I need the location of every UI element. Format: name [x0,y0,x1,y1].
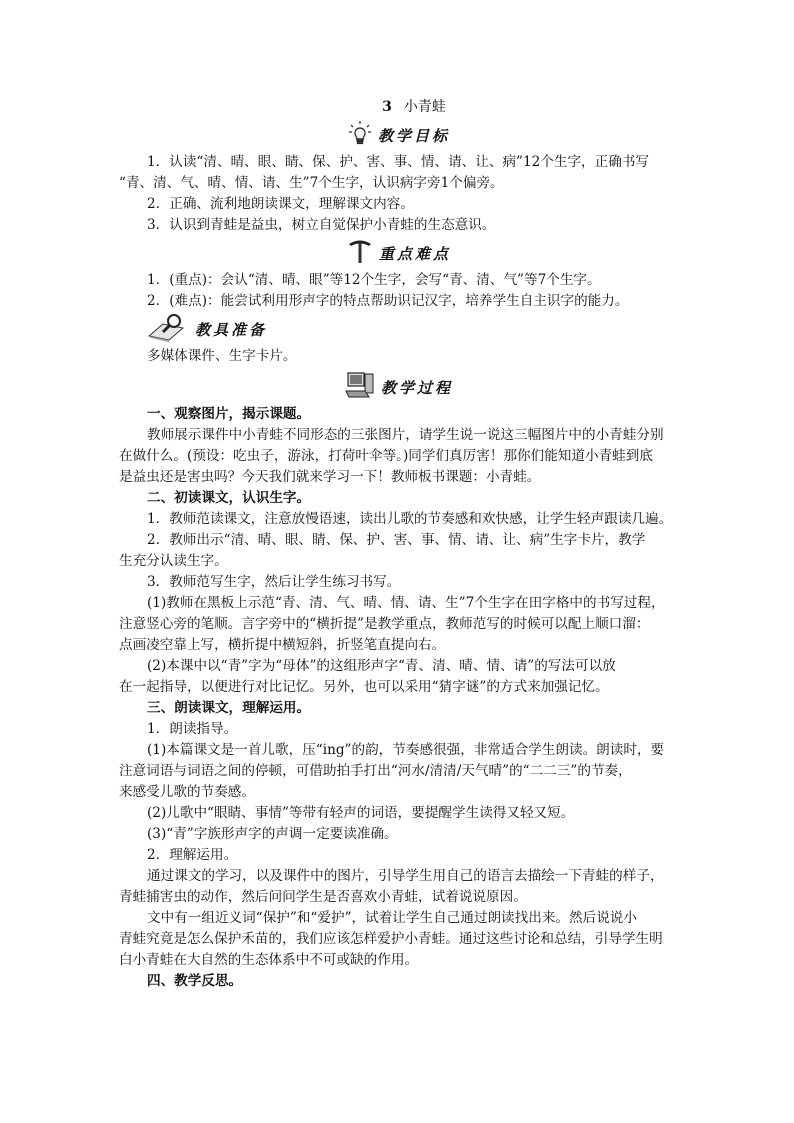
process-line: 注意竖心旁的笔顺。言字旁中的“横折提”是教学重点，教师范写的时候可以配上顺口溜： [119,616,650,632]
process-heading: 二、初读课文，认识生字。 [147,490,311,506]
computer-icon [345,371,375,403]
section-header-materials [119,312,679,346]
section-title-process: 教学过程 [380,378,453,397]
lightbulb-icon [348,120,372,150]
process-heading: 一、观察图片，揭示课题。 [147,406,311,422]
process-line: (1)本篇课文是一首儿歌，压“ing”的韵，节奏感很强，非常适合学生朗读。朗读时，要 [147,742,665,758]
magnifier-book-icon [147,312,189,346]
objective-line: 3．认识到青蛙是益虫，树立自觉保护小青蛙的生态意识。 [147,217,496,233]
process-line: 生充分认读生字。 [119,553,228,569]
process-line: 文中有一组近义词“保护”和“爱护”，试着让学生自己通过朗读找出来。然后说说小 [147,910,637,926]
materials-line: 多媒体课件、生字卡片。 [147,348,297,364]
objective-line: 2．正确、流利地朗读课文，理解课文内容。 [147,196,414,212]
process-line: 教师展示课件中小青蛙不同形态的三张图片，请学生说一说这三幅图片中的小青蛙分别 [147,427,664,443]
process-line: 1．朗读指导。 [147,721,238,737]
process-line: (2)本课中以“青”字为“母体”的这组形声字“青、清、晴、情、请”的写法可以放 [147,658,616,674]
lesson-name: 小青蛙 [403,99,446,115]
lesson-content [119,96,679,992]
process-line: 1．教师范读课文，注意放慢语速，读出儿歌的节奏感和欢快感，让学生轻声跟读几遍。 [147,511,673,527]
process-line: 是益虫还是害虫吗？今天我们就来学习一下！教师板书课题：小青蛙。 [119,469,541,485]
process-line: (1)教师在黑板上示范“青、清、气、晴、情、请、生”7个生字在田字格中的书写过程， [147,595,665,611]
section-title-objectives: 教学目标 [377,126,450,145]
process-line: (3)“青”字族形声字的声调一定要读准确。 [147,826,398,842]
process-line: 在一起指导，以便进行对比记忆。另外，也可以采用“猜字谜”的方式来加强记忆。 [119,679,609,695]
process-line: 白小青蛙在大自然的生态体系中不可或缺的作用。 [119,952,419,968]
process-heading: 三、朗读课文，理解运用。 [147,700,311,716]
section-header-key-points [119,236,679,270]
section-title-materials: 教具准备 [195,320,268,339]
section-title-key-points: 重点难点 [378,244,451,263]
process-line: 注意词语与词语之间的停顿，可借助拍手打出“河水/清清/天气晴”的“二二三”的节奏， [119,763,632,779]
process-line: 3．教师范写生字，然后让学生练习书写。 [147,574,401,590]
lesson-title [149,96,679,118]
process-line: 来感受儿歌的节奏感。 [119,784,255,800]
key-point-line: 2．(难点)：能尝试利用形声字的特点帮助识记汉字，培养学生自主识字的能力。 [147,293,629,309]
process-line: (2)儿歌中“眼睛、事情”等带有轻声的词语，要提醒学生读得又轻又短。 [147,805,575,821]
process-line: 2．理解运用。 [147,847,238,863]
process-line: 通过课文的学习，以及课件中的图片，引导学生用自己的语言去描绘一下青蛙的样子， [147,868,664,884]
process-line: 青蛙捕害虫的动作，然后问问学生是否喜欢小青蛙，试着说说原因。 [119,889,527,905]
section-header-process [119,370,679,404]
process-line: 2．教师出示“清、晴、眼、睛、保、护、害、事、情、请、让、病”生字卡片，教学 [147,532,646,548]
objective-line: “青、清、气、晴、情、请、生”7个生字，认识病字旁1个偏旁。 [119,175,504,191]
process-line: 在做什么。(预设：吃虫子，游泳，打荷叶伞等。)同学们真厉害！那你们能知道小青蛙到底 [119,448,653,464]
process-line: 青蛙究竟是怎么保护禾苗的，我们应该怎样爱护小青蛙。通过这些讨论和总结，引导学生明 [119,931,663,947]
process-heading: 四、教学反思。 [147,973,243,989]
lesson-number: 3 [382,99,392,115]
key-point-line: 1．(重点)：会认“清、晴、眼”等12个生字，会写“青、清、气”等7个生字。 [147,272,601,288]
process-line: 点画凌空靠上写，横折提中横短斜，折竖笔直提向右。 [119,637,446,653]
pickaxe-icon [347,238,373,268]
objective-line: 1．认读“清、晴、眼、睛、保、护、害、事、情、请、让、病”12个生字，正确书写 [147,154,650,170]
section-header-objectives [119,118,679,152]
